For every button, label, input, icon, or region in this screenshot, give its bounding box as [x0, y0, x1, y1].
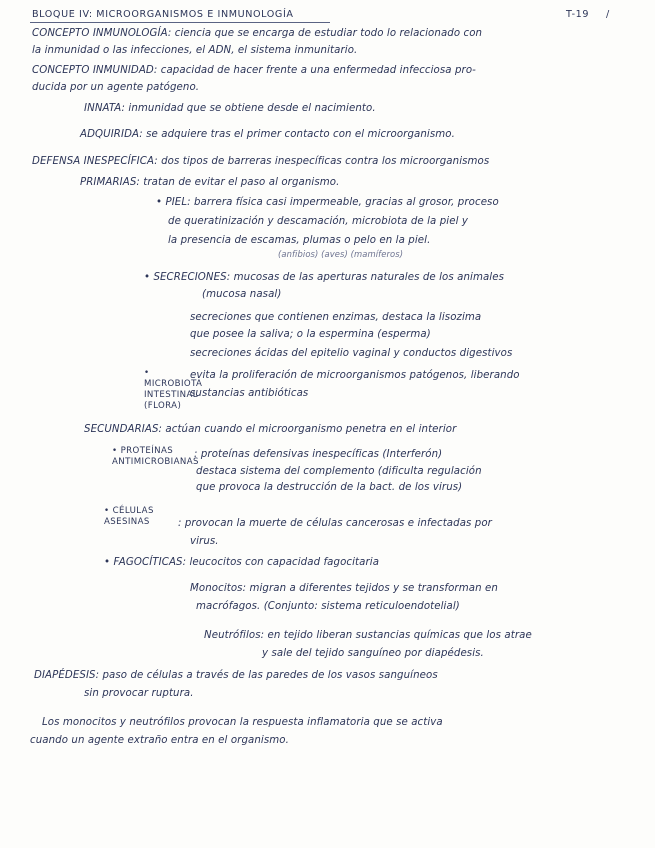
line: PRIMARIAS: tratan de evitar el paso al organismo.	[80, 177, 340, 188]
line: DIAPÉDESIS: paso de células a través de las paredes de los vasos sanguíneos	[34, 670, 438, 681]
line: que provoca la destrucción de la bact. de los virus)	[196, 482, 463, 493]
line: y sale del tejido sanguíneo por diapédesis.	[262, 648, 484, 659]
line: SECUNDARIAS: actúan cuando el microorganismo penetra en el interior	[84, 424, 457, 435]
line: Neutrófilos: en tejido liberan sustancias químicas que los atrae	[204, 630, 532, 641]
line: cuando un agente extraño entra en el organismo.	[30, 735, 289, 746]
line: Los monocitos y neutrófilos provocan la respuesta inflamatoria que se activa	[42, 717, 443, 728]
line: • SECRECIONES: mucosas de las aperturas naturales de los animales	[144, 272, 505, 283]
line: secreciones ácidas del epitelio vaginal y conductos digestivos	[190, 348, 513, 359]
line: CONCEPTO INMUNIDAD: capacidad de hacer frente a una enfermedad infecciosa pro-	[32, 65, 476, 76]
line: macrófagos. (Conjunto: sistema reticuloendotelial)	[196, 601, 460, 612]
line: INNATA: inmunidad que se obtiene desde el nacimiento.	[84, 103, 376, 114]
line: : proteínas defensivas inespecíficas (Interferón)	[194, 449, 443, 460]
page-mark: /	[606, 9, 610, 20]
page-title: BLOQUE IV: MICROORGANISMOS E INMUNOLOGÍA	[32, 9, 294, 20]
page-number: T-19	[566, 9, 590, 20]
side-label: • PROTEÍNAS ANTIMICROBIANAS	[112, 446, 199, 467]
line: la inmunidad o las infecciones, el ADN, el sistema inmunitario.	[32, 45, 358, 56]
annotation: (anfibios) (aves) (mamíferos)	[278, 249, 404, 259]
line: : provocan la muerte de células cancerosas e infectadas por	[178, 518, 492, 529]
line: la presencia de escamas, plumas o pelo en la piel.	[168, 235, 431, 246]
line: ducida por un agente patógeno.	[32, 82, 200, 93]
line: • PIEL: barrera física casi impermeable, gracias al grosor, proceso	[156, 197, 499, 208]
side-label: • MICROBIOTA INTESTINAL (FLORA)	[144, 368, 203, 411]
line: DEFENSA INESPECÍFICA: dos tipos de barreras inespecíficas contra los microorganismos	[32, 156, 490, 167]
line: sustancias antibióticas	[190, 388, 309, 399]
line: destaca sistema del complemento (dificulta regulación	[196, 466, 482, 477]
line: (mucosa nasal)	[202, 289, 282, 300]
line: evita la proliferación de microorganismos patógenos, liberando	[190, 370, 520, 381]
line: ADQUIRIDA: se adquiere tras el primer contacto con el microorganismo.	[80, 129, 455, 140]
line: • FAGOCÍTICAS: leucocitos con capacidad fagocitaria	[104, 557, 380, 568]
title-underline	[30, 22, 330, 23]
line: Monocitos: migran a diferentes tejidos y se transforman en	[190, 583, 498, 594]
line: de queratinización y descamación, microbiota de la piel y	[168, 216, 469, 227]
side-label: • CÉLULAS ASESINAS	[104, 506, 154, 527]
line: que posee la saliva; o la espermina (esperma)	[190, 329, 431, 340]
line: virus.	[190, 536, 219, 547]
line: secreciones que contienen enzimas, destaca la lisozima	[190, 312, 482, 323]
line: CONCEPTO INMUNOLOGÍA: ciencia que se encarga de estudiar todo lo relacionado con	[32, 28, 483, 39]
line: sin provocar ruptura.	[84, 688, 194, 699]
